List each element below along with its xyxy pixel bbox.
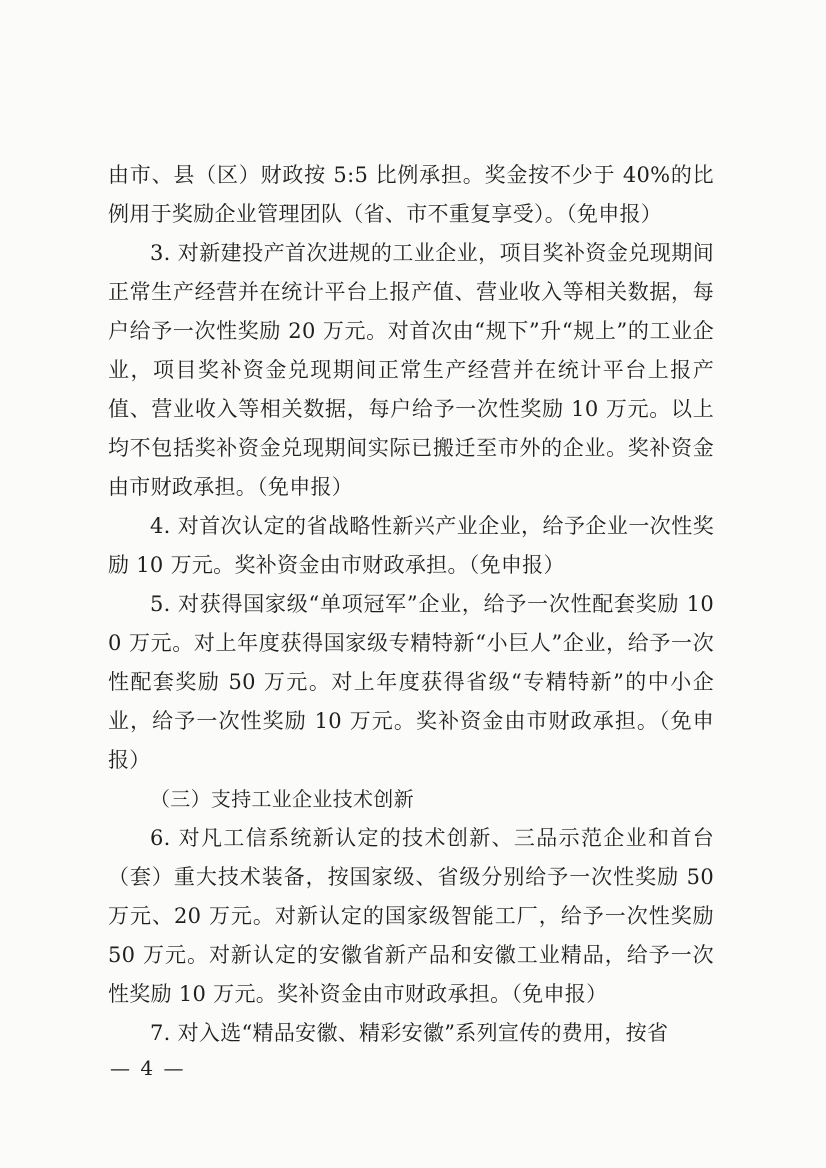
- paragraph-item-4: 4. 对首次认定的省战略性新兴产业企业，给予企业一次性奖励 10 万元。奖补资金由市财政承担。（免申报）: [108, 514, 714, 577]
- page-number: — 4 —: [110, 1056, 186, 1080]
- paragraph-item-6: 6. 对凡工信系统新认定的技术创新、三品示范企业和首台（套）重大技术装备，按国家级、省级分别给予一次性奖励 50 万元、20 万元。对新认定的国家级智能工厂，给予一次性奖励 50 万元。对新认定的安徽省新产品和安徽工业精品，给予一次性奖励 10 万元。奖补资金由市财政承担。（免申报）: [108, 826, 714, 1006]
- paragraph-item-3: 3. 对新建投产首次进规的工业企业，项目奖补资金兑现期间正常生产经营并在统计平台上报产值、营业收入等相关数据，每户给予一次性奖励 20 万元。对首次由“规下”升“规上”的工业企业，项目奖补资金兑现期间正常生产经营并在统计平台上报产值、营业收入等相关数据，每户给予一次性奖励 10 万元。以上均不包括奖补资金兑现期间实际已搬迁至市外的企业。奖补资金由市财政承担。（免申报）: [108, 241, 714, 499]
- paragraph-item-5: 5. 对获得国家级“单项冠军”企业，给予一次性配套奖励 100 万元。对上年度获得国家级专精特新“小巨人”企业，给予一次性配套奖励 50 万元。对上年度获得省级“专精特新”的中小企业，给予一次性奖励 10 万元。奖补资金由市财政承担。（免申报）: [108, 592, 714, 772]
- paragraph-continuation: 由市、县（区）财政按 5:5 比例承担。奖金按不少于 40%的比例用于奖励企业管理团队（省、市不重复享受）。（免申报）: [108, 163, 714, 226]
- section-heading: （三）支持工业企业技术创新: [150, 787, 414, 811]
- document-body: [108, 156, 714, 1053]
- paragraph-item-7: 7. 对入选“精品安徽、精彩安徽”系列宣传的费用，按省: [150, 1021, 669, 1045]
